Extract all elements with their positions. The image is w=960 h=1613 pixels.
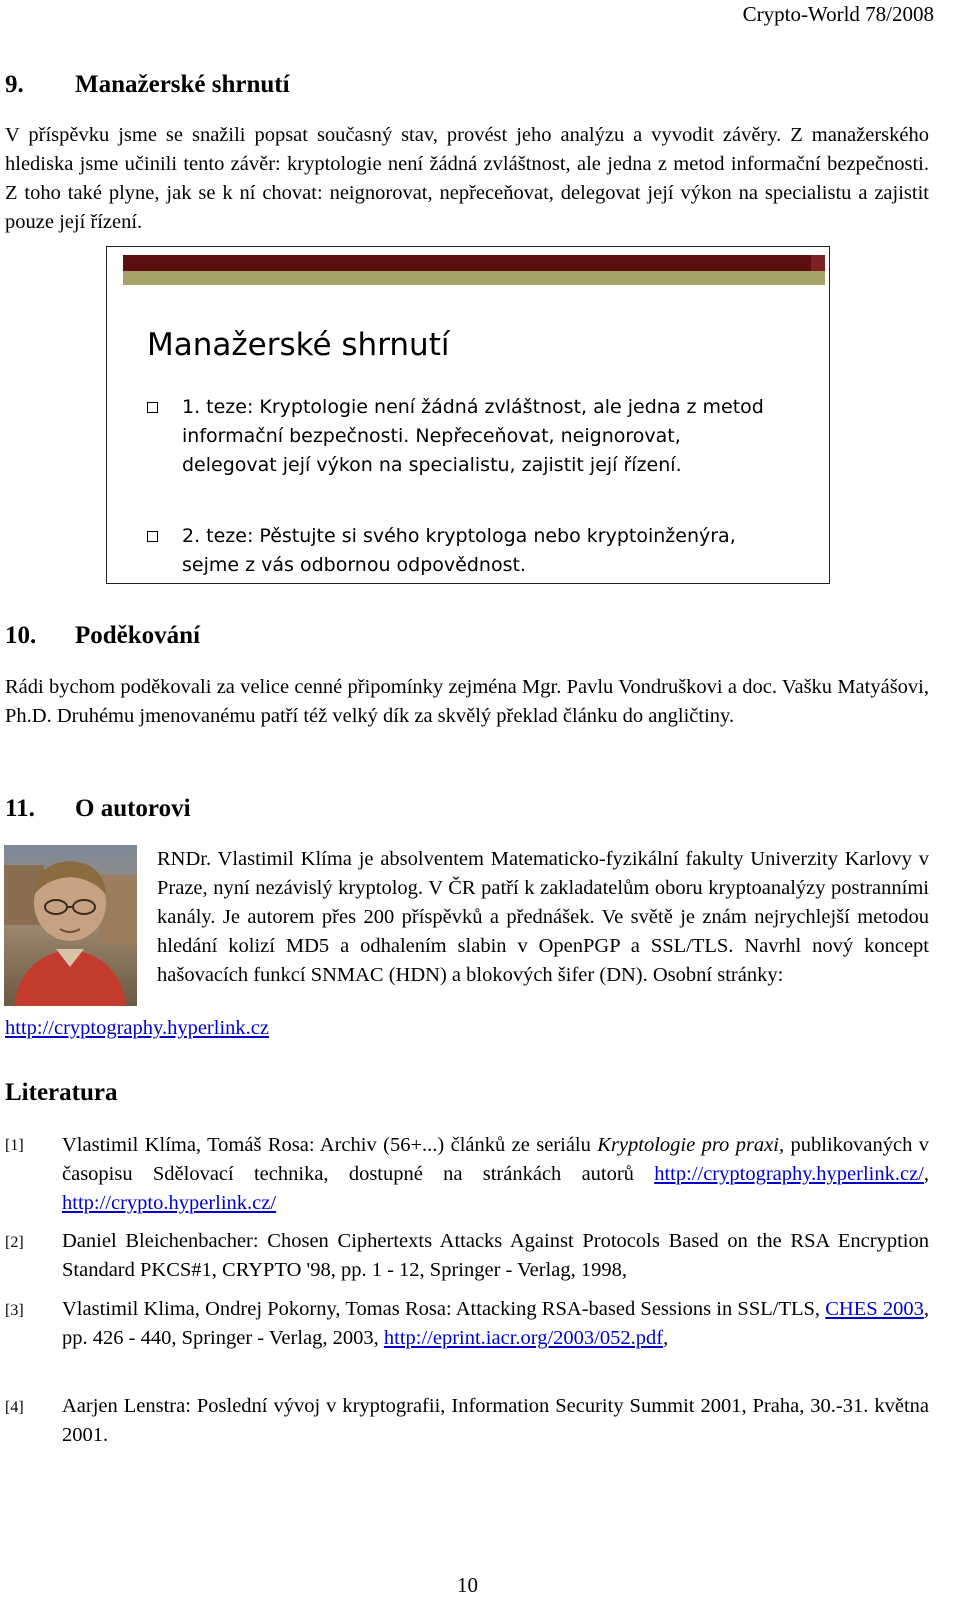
reference-number: [1] xyxy=(5,1137,24,1154)
section-10-paragraph: Rádi bychom poděkovali za velice cenné připomínky zejména Mgr. Pavlu Vondruškovi a doc. Vašku Matyášovi, Ph.D. Druhému jmenovanému patří též velký dík za skvělý překlad článku do angličtiny. xyxy=(5,676,929,727)
square-bullet-icon xyxy=(147,402,158,413)
homepage-url[interactable]: http://cryptography.hyperlink.cz xyxy=(5,1017,269,1039)
reference-3 xyxy=(62,1295,929,1353)
section-number: 9. xyxy=(5,71,24,98)
slide-bullet-line: 2. teze: Pěstujte si svého kryptologa nebo kryptoinženýra, xyxy=(182,525,736,547)
section-11-heading xyxy=(5,795,191,823)
author-photo xyxy=(4,845,137,1006)
running-header: Crypto-World 78/2008 xyxy=(742,2,934,26)
author-portrait-image xyxy=(4,845,137,1006)
section-title: Poděkování xyxy=(75,622,201,649)
reference-link[interactable]: http://eprint.iacr.org/2003/052.pdf xyxy=(383,1327,664,1349)
reference-2: Daniel Bleichenbacher: Chosen Ciphertexts Attacks Against Protocols Based on the RSA Encryption Standard PKCS#1, CRYPTO '98, pp. 1 - 12, Springer - Verlag, 1998, xyxy=(62,1230,929,1281)
reference-series-title: Kryptologie pro praxi, xyxy=(597,1134,785,1156)
reference-text: Vlastimil Klíma, Tomáš Rosa: Archiv (56+...) článků ze seriálu xyxy=(62,1134,598,1156)
reference-number: [2] xyxy=(5,1234,24,1251)
slide-bullet-line: 1. teze: Kryptologie není žádná zvláštnost, ale jedna z metod xyxy=(182,396,764,418)
reference-text: , xyxy=(663,1327,669,1349)
reference-number: [3] xyxy=(5,1302,24,1319)
section-title: O autorovi xyxy=(75,795,191,822)
reference-1 xyxy=(62,1131,929,1218)
reference-number: [4] xyxy=(5,1399,24,1416)
reference-text: publikovaných v časopisu Sdělovací technika, dostupné na stránkách autorů xyxy=(62,1134,929,1185)
reference-4: Aarjen Lenstra: Poslední vývoj v kryptografii, Information Security Summit 2001, Praha, 30.-31. května 2001. xyxy=(62,1395,929,1446)
section-9-heading xyxy=(5,71,290,99)
square-bullet-icon xyxy=(147,531,158,542)
reference-text: Vlastimil Klima, Ondrej Pokorny, Tomas Rosa: Attacking RSA-based Sessions in SSL/TLS, xyxy=(62,1298,826,1320)
slide-figure xyxy=(106,246,830,584)
reference-link[interactable]: CHES 2003 xyxy=(825,1298,924,1320)
author-bio: RNDr. Vlastimil Klíma je absolventem Matematicko-fyzikální fakulty Univerzity Karlovy v Praze, nyní nezávislý kryptolog. V ČR patří k zakladatelům oboru kryptoanalýzy postranními kanály. Je autorem přes 200 příspěvků a přednášek. Ve světě je znám nejrychlejší metodou hledání kolizí MD5 a odhalením slabin v OpenPGP a SSL/TLS. Navrhl nový koncept hašovacích funkcí SNMAC (HDN) a blokových šifer (DN). Osobní stránky: xyxy=(157,848,929,986)
page-number: 10 xyxy=(457,1573,478,1597)
slide-title: Manažerské shrnutí xyxy=(147,327,450,363)
section-9-paragraph: V příspěvku jsme se snažili popsat současný stav, provést jeho analýzu a vyvodit závěry. Z manažerského hlediska jsme učinili tento závěr: kryptologie není žádná zvláštnost, ale jedna z metod informační bezpečnosti. Z toho také plyne, jak se k ní chovat: neignorovat, nepřeceňovat, delegovat její výkon na specialistu a zajistit pouze její řízení. xyxy=(5,124,929,233)
section-number: 11. xyxy=(5,795,35,822)
slide-title-bar xyxy=(123,255,825,285)
author-homepage-link[interactable] xyxy=(5,1014,269,1043)
reference-text: , xyxy=(923,1163,929,1185)
reference-link[interactable]: http://crypto.hyperlink.cz/ xyxy=(62,1192,277,1214)
slide-bullet-text xyxy=(182,522,802,580)
reference-text: , pp. 426 - 440, Springer - Verlag, 2003, xyxy=(62,1298,929,1349)
literature-heading: Literatura xyxy=(5,1079,118,1106)
slide-bullet-text xyxy=(182,393,802,480)
slide-bullet-line: delegovat její výkon na specialistu, zajistit její řízení. xyxy=(182,454,682,476)
reference-link[interactable]: http://cryptography.hyperlink.cz/ xyxy=(654,1163,924,1185)
section-10-heading xyxy=(5,622,200,650)
section-title: Manažerské shrnutí xyxy=(75,71,290,98)
slide-bullet-line: sejme z vás odbornou odpovědnost. xyxy=(182,554,526,576)
slide-bullet-line: informační bezpečnosti. Nepřeceňovat, neignorovat, xyxy=(182,425,681,447)
section-number: 10. xyxy=(5,622,37,649)
